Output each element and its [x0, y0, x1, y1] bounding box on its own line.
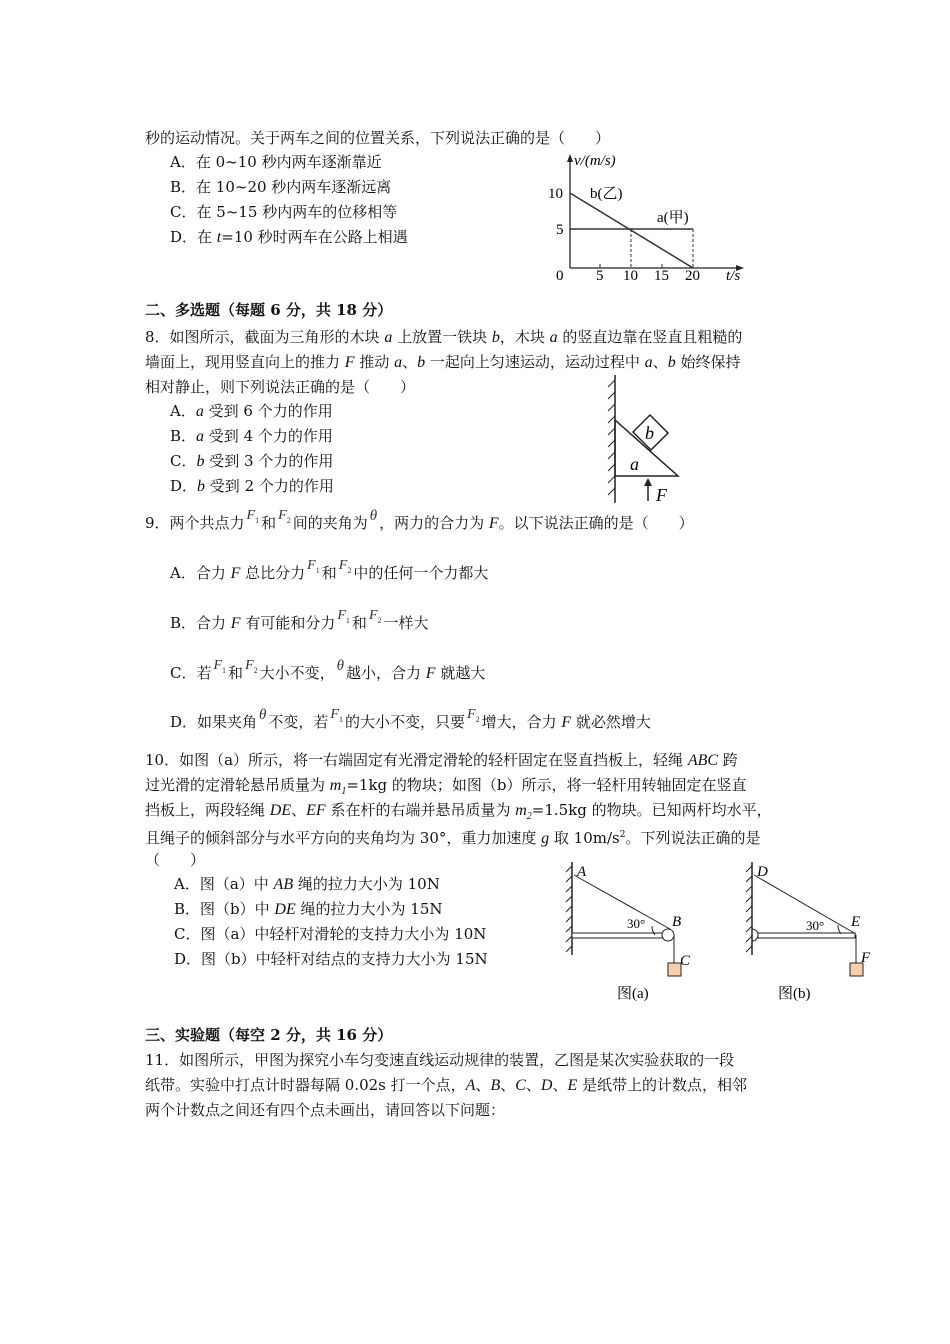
section-3-heading: 三、实验题（每空 2 分，共 16 分） [145, 1026, 393, 1044]
italic-symbol: F [561, 714, 572, 731]
x-tick-0: 0 [556, 268, 564, 284]
italic-symbol: b [491, 329, 500, 346]
force-subscript: 1 [315, 565, 320, 575]
q8-stem-3 [145, 377, 415, 397]
text-run: 就越大 [435, 664, 486, 682]
text-run: 9．两个共点力 [145, 514, 245, 532]
italic-symbol: b [667, 354, 676, 371]
text-run: 纸带。实验中打点计时器每隔 0.02s 打一个点， [145, 1076, 466, 1094]
text-run: 是纸带上的计数点，相邻 [577, 1076, 748, 1094]
text-run: 系在杆的右端并悬吊质量为 [325, 801, 516, 819]
q10-option-c [174, 924, 486, 944]
theta-symbol: θ [259, 707, 267, 723]
text-run: 墙面上，现用竖直向上的推力 [145, 353, 345, 371]
text-run: D．图（b）中轻杆对结点的支持力大小为 15N [174, 950, 488, 968]
text-run: ，两力的合力为 [379, 514, 489, 532]
text-run: A．在 0~10 秒内两车逐渐靠近 [170, 153, 382, 171]
q9-stem [145, 508, 694, 540]
text-run: 秒的运动情况。关于两车之间的位置关系，下列说法正确的是（ ） [145, 129, 611, 147]
text-run: 一起向上匀速运动，运动过程中 [425, 353, 645, 371]
italic-symbol: F [488, 515, 499, 532]
text-run: B．在 10~20 秒内两车逐渐远离 [170, 178, 392, 196]
force-subscript: 1 [338, 714, 343, 724]
italic-symbol: D [540, 1077, 553, 1094]
italic-symbol: a [549, 329, 558, 346]
text-run: 、 [475, 1076, 491, 1094]
text-run: 和 [228, 664, 244, 682]
superscript: 2 [619, 830, 626, 840]
figure-a-caption: 图(a) [617, 986, 649, 1002]
text-run: 跨 [718, 751, 738, 769]
block-wall-figure [600, 375, 690, 505]
text-run: 取 10m/s [549, 829, 620, 847]
italic-symbol: a [196, 428, 205, 445]
text-run: 两个计数点之间还有四个点未画出，请回答以下问题： [145, 1101, 506, 1119]
theta-symbol: θ [369, 508, 378, 524]
italic-symbol: b [417, 354, 426, 371]
text-run: 和 [351, 614, 367, 632]
q7-option-a [170, 152, 382, 172]
q7-option-b [170, 177, 391, 197]
svg-text:A: A [577, 864, 587, 880]
text-run: 和 [261, 514, 277, 532]
text-run: 间的夹角为 [292, 514, 368, 532]
text-run: 、 [500, 1076, 516, 1094]
force-subscript: 2 [475, 714, 480, 724]
italic-symbol: DE [269, 802, 292, 819]
text-run: 推动 [354, 353, 395, 371]
italic-symbol: DE [274, 901, 296, 918]
italic-symbol: ABC [687, 752, 719, 769]
q10-stem-2 [145, 775, 747, 802]
x-axis-label: t/s [726, 268, 741, 284]
q8-stem-1 [145, 327, 742, 348]
text-run: （ ） [145, 851, 206, 869]
q11-stem-2 [145, 1075, 747, 1096]
subscript: 1 [341, 786, 347, 797]
text-run: =1.5kg 的物块。已知两杆均水平， [531, 801, 772, 819]
label-b: b(乙) [590, 186, 623, 202]
text-run: A．图（a）中 [174, 875, 274, 893]
text-run: =10 秒时两车在公路上相遇 [221, 228, 408, 246]
text-run: A．合力 [170, 564, 231, 582]
text-run: C．若 [170, 664, 212, 682]
text-run: 上放置一铁块 [392, 328, 492, 346]
q11-stem-1 [145, 1050, 734, 1070]
text-run: B．合力 [170, 614, 231, 632]
text-run: 受到 6 个力的作用 [203, 402, 333, 420]
force-symbol: $F_2$ [278, 508, 291, 525]
x-tick-10: 10 [623, 268, 638, 284]
force-symbol: $F_1$ [307, 558, 320, 575]
text-run: 且绳子的倾斜部分与水平方向的夹角均为 30°，重力加速度 [145, 829, 542, 847]
q10-stem-4 [145, 825, 761, 849]
q8-option-b [170, 426, 333, 447]
italic-symbol: b [197, 478, 206, 495]
text-run: 、 [402, 353, 418, 371]
text-run: 有可能和分力 [240, 614, 336, 632]
text-run: 中的任何一个力都大 [353, 564, 489, 582]
text-run: 受到 2 个力的作用 [205, 477, 334, 495]
svg-text:E: E [851, 914, 861, 930]
italic-symbol: m [515, 802, 527, 819]
italic-symbol: a [195, 403, 204, 420]
figure-b-caption: 图(b) [778, 986, 811, 1002]
svg-text:B: B [672, 914, 682, 930]
y-tick-5: 5 [556, 222, 564, 238]
text-run: 挡板上，两段轻绳 [145, 801, 270, 819]
text-run: B． [170, 427, 197, 445]
text-run: 10．如图（a）所示，将一右端固定有光滑定滑轮的轻杆固定在竖直挡板上，轻绳 [145, 751, 688, 769]
text-run: D． [170, 477, 198, 495]
q10-option-d [174, 949, 488, 969]
text-run: 绳的拉力大小为 15N [295, 900, 443, 918]
q10-option-b [174, 899, 442, 920]
svg-text:C: C [680, 953, 691, 969]
text-run: C．在 5~15 秒内两车的位移相等 [170, 203, 398, 221]
svg-text:30°: 30° [806, 918, 825, 933]
force-symbol: $F_2$ [338, 558, 352, 575]
q9-option-b [170, 608, 429, 640]
force-symbol: $F_2$ [467, 707, 480, 724]
svg-text:a: a [630, 454, 639, 474]
force-symbol: $F_1$ [213, 658, 227, 675]
text-run: C．图（a）中轻杆对滑轮的支持力大小为 10N [174, 925, 487, 943]
text-run: 受到 3 个力的作用 [204, 452, 334, 470]
text-run: 、 [652, 353, 668, 371]
text-run: 总比分力 [240, 564, 306, 582]
text-run: D．在 [170, 228, 217, 246]
text-run: 、 [291, 801, 307, 819]
x-tick-20: 20 [685, 268, 700, 284]
svg-text:F: F [656, 485, 667, 505]
italic-symbol: a [384, 329, 393, 346]
force-subscript: 2 [347, 565, 352, 575]
italic-symbol: A [465, 1077, 476, 1094]
italic-symbol: a [394, 354, 403, 371]
text-run: =1kg 的物块；如图（b）所示，将一轻杆用转轴固定在竖直 [346, 776, 747, 794]
italic-symbol: B [490, 1077, 501, 1094]
italic-symbol: F [230, 615, 241, 632]
italic-symbol: F [344, 354, 355, 371]
q9-option-a [170, 558, 489, 590]
italic-symbol: F [230, 565, 241, 582]
italic-symbol: t [216, 229, 222, 246]
text-run: 。下列说法正确的是 [625, 829, 761, 847]
italic-symbol: EF [306, 802, 326, 819]
text-run: C． [170, 452, 197, 470]
force-subscript: 1 [345, 615, 350, 625]
text-run: 、 [525, 1076, 541, 1094]
q8-stem-2 [145, 352, 740, 373]
svg-text:F: F [861, 950, 871, 966]
italic-symbol: AB [273, 876, 294, 893]
text-run: 越小，合力 [346, 664, 426, 682]
q8-option-a [170, 401, 333, 422]
text-run: 和 [321, 564, 337, 582]
y-axis-label: v/(m/s) [574, 153, 616, 169]
italic-symbol: a [644, 354, 653, 371]
force-subscript: 2 [286, 515, 291, 525]
force-symbol: $F_1$ [330, 707, 343, 724]
force-subscript: 1 [255, 515, 260, 525]
text-run: ，木块 [499, 328, 550, 346]
q10-stem-5 [145, 850, 205, 870]
theta-symbol: θ [336, 658, 345, 674]
x-tick-15: 15 [654, 268, 669, 284]
q7-option-d [170, 227, 408, 248]
text-run: B．图（b）中 [174, 900, 275, 918]
figure-b [740, 860, 880, 1005]
force-symbol: $F_1$ [337, 608, 350, 625]
italic-symbol: m [329, 777, 342, 794]
italic-symbol: F [425, 665, 436, 682]
text-run: 11．如图所示，甲图为探究小车匀变速直线运动规律的装置，乙图是某次实验获取的一段 [145, 1051, 735, 1069]
q10-stem-3 [145, 800, 772, 827]
text-run: 绳的拉力大小为 10N [293, 875, 440, 893]
text-run: 8．如图所示，截面为三角形的木块 [145, 328, 385, 346]
text-run: 。以下说法正确的是（ ） [498, 514, 694, 532]
text-run: 就必然增大 [571, 713, 651, 731]
q9-option-d [170, 707, 651, 739]
label-a: a(甲) [657, 210, 689, 226]
text-run: 相对静止，则下列说法正确的是（ ） [145, 378, 416, 396]
q10-stem-1 [145, 750, 738, 771]
text-run: 大小不变， [259, 664, 335, 682]
q7-option-c [170, 202, 397, 222]
text-run: 始终保持 [675, 353, 741, 371]
text-run: 、 [552, 1076, 568, 1094]
q10-option-a [174, 874, 440, 895]
text-run: 的大小不变，只要 [344, 713, 465, 731]
svg-text:D: D [757, 864, 768, 880]
text-run: 过光滑的定滑轮悬吊质量为 [145, 776, 330, 794]
italic-symbol: E [567, 1077, 578, 1094]
italic-symbol: g [541, 830, 550, 847]
vt-graph [540, 150, 750, 285]
svg-text:30°: 30° [627, 916, 646, 931]
svg-text:b: b [645, 423, 654, 443]
q8-option-d [170, 476, 334, 497]
force-subscript: 2 [253, 665, 258, 675]
q9-option-c [170, 658, 486, 690]
text-run: 受到 4 个力的作用 [204, 427, 333, 445]
italic-symbol: b [196, 453, 205, 470]
figure-a [560, 860, 700, 1005]
text-run: 增大，合力 [481, 713, 562, 731]
text-run: 的竖直边靠在竖直且粗糙的 [557, 328, 743, 346]
text-run: 不变，若 [268, 713, 329, 731]
force-symbol: $F_1$ [246, 508, 260, 525]
text-run: D．如果夹角 [170, 713, 258, 731]
text-run: 一样大 [383, 614, 429, 632]
y-tick-10: 10 [548, 186, 563, 202]
force-symbol: $F_2$ [368, 608, 382, 625]
force-subscript: 2 [377, 615, 382, 625]
italic-symbol: C [515, 1077, 526, 1094]
text-run: A． [170, 402, 196, 420]
q11-stem-3 [145, 1100, 505, 1120]
q8-option-c [170, 451, 333, 472]
q7-stem [145, 128, 610, 148]
force-symbol: $F_2$ [245, 658, 258, 675]
subscript: 2 [526, 811, 532, 822]
force-subscript: 1 [222, 665, 227, 675]
section-2-heading: 二、多选题（每题 6 分，共 18 分） [145, 301, 393, 319]
x-tick-5: 5 [596, 268, 604, 284]
